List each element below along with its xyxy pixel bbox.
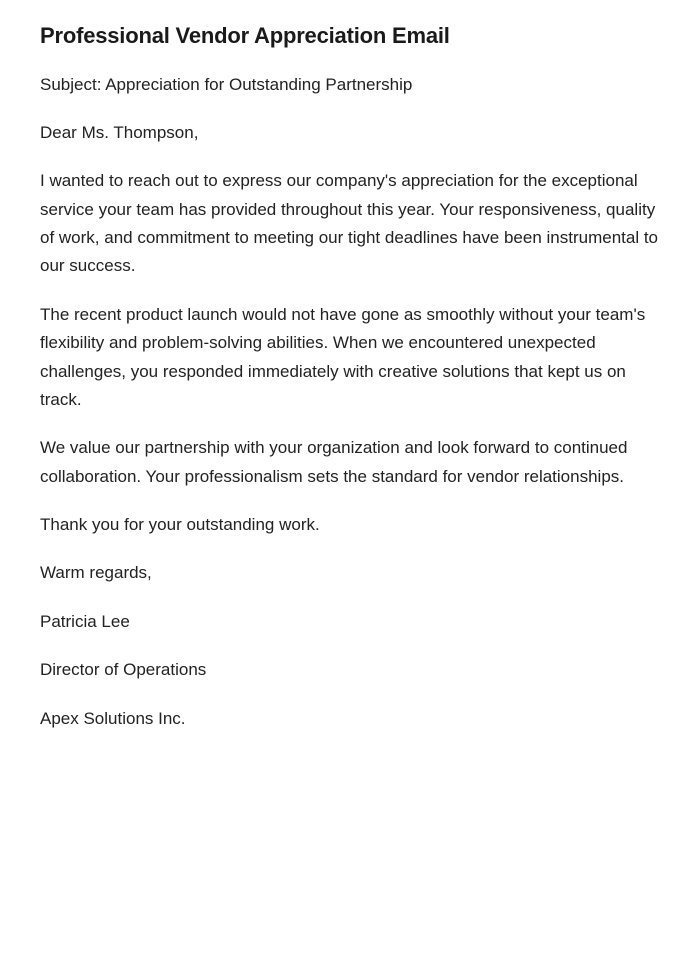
email-sign-off: Warm regards,	[40, 563, 152, 583]
page-title: Professional Vendor Appreciation Email	[40, 23, 450, 48]
signature-name: Patricia Lee	[40, 611, 130, 631]
email-paragraph-1: I wanted to reach out to express our company's appreciation for the exceptional service your team has provided throughout this year. Your responsiveness, quality of work, and commitment to meeting our tight deadlines have been instrumental to our success.	[40, 171, 659, 276]
email-paragraph-2: The recent product launch would not have gone as smoothly without your team's flexibility and problem-solving abilities. When we encountered unexpected challenges, you responded immediately with creative solutions that kept us on track.	[40, 304, 646, 409]
email-paragraph-3: We value our partnership with your organization and look forward to continued collaboration. Your professionalism sets the standard for vendor relationships.	[40, 438, 628, 486]
email-salutation: Dear Ms. Thompson,	[40, 122, 199, 142]
signature-job-title: Director of Operations	[40, 660, 207, 680]
signature-company: Apex Solutions Inc.	[40, 708, 186, 728]
email-closing-thanks: Thank you for your outstanding work.	[40, 515, 320, 535]
email-subject-line: Subject: Appreciation for Outstanding Partnership	[40, 74, 413, 94]
